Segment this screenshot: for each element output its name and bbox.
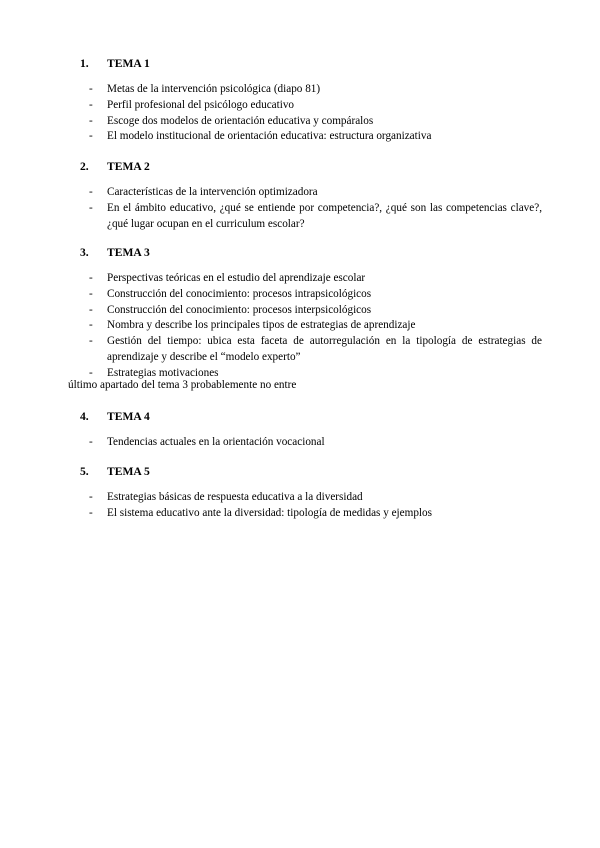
list-item (0, 318, 542, 334)
section-heading (0, 159, 600, 175)
list-item-text: Estrategias básicas de respuesta educativa a la diversidad (107, 491, 363, 503)
section-title: TEMA 3 (107, 246, 150, 259)
bullet-dash: - (89, 303, 93, 316)
list-item-text: Metas de la intervención psicológica (diapo 81) (107, 83, 321, 95)
bullet-dash: - (89, 335, 93, 348)
section-heading (0, 56, 600, 72)
list-item (0, 287, 542, 303)
bullet-dash: - (89, 366, 93, 379)
section-tema-3 (0, 245, 600, 382)
section-number: 1. (80, 57, 89, 70)
list-item-text: El sistema educativo ante la diversidad: tipología de medidas y ejemplos (107, 506, 432, 519)
list-item (0, 82, 542, 98)
section-heading (0, 464, 600, 480)
section-title: TEMA 2 (107, 160, 150, 173)
bullet-dash: - (89, 130, 93, 143)
list-item (0, 506, 542, 522)
bullet-dash: - (89, 506, 93, 519)
list-item (0, 185, 542, 201)
bullet-dash: - (89, 287, 93, 300)
section-number: 5. (80, 465, 89, 478)
bullet-dash: - (89, 186, 93, 198)
bullet-dash: - (89, 114, 93, 127)
list-item (0, 334, 542, 366)
list-item (0, 201, 542, 233)
bullet-dash: - (89, 491, 93, 503)
section-tema-2 (0, 159, 600, 232)
section-number: 4. (80, 410, 89, 423)
list-item (0, 271, 542, 287)
bullet-dash: - (89, 436, 93, 448)
list-item (0, 303, 542, 319)
section-heading (0, 245, 600, 261)
list-item-text: Estrategias motivaciones (107, 366, 219, 379)
list-item-text: Construcción del conocimiento: procesos interpsicológicos (107, 303, 372, 316)
list-item-text: Perfil profesional del psicólogo educativo (107, 98, 295, 111)
list-item (0, 490, 542, 506)
section-heading (0, 409, 600, 425)
list-item (0, 98, 542, 114)
topic-list (0, 435, 600, 451)
note-text: último apartado del tema 3 probablemente no entre (68, 379, 297, 391)
list-item (0, 435, 542, 451)
bullet-dash: - (89, 272, 93, 284)
list-item-text: Escoge dos modelos de orientación educativa y compáralos (107, 114, 374, 127)
section-tema-5 (0, 464, 600, 522)
list-item-text: En el ámbito educativo, ¿qué se entiende por competencia?, ¿qué son las competencias clave?, ¿qué lugar ocupan en el curriculum escolar? (107, 201, 542, 230)
topic-list (0, 490, 600, 522)
section-number: 3. (80, 246, 89, 259)
bullet-dash: - (89, 98, 93, 111)
section-title: TEMA 1 (107, 57, 150, 70)
bullet-dash: - (89, 83, 93, 95)
section-tema-4 (0, 409, 600, 451)
section-tema-1 (0, 56, 600, 145)
section-number: 2. (80, 160, 89, 173)
list-item-text: Nombra y describe los principales tipos de estrategias de aprendizaje (107, 319, 416, 332)
list-item-text: El modelo institucional de orientación educativa: estructura organizativa (107, 130, 432, 143)
section-title: TEMA 5 (107, 465, 150, 478)
list-item-text: Tendencias actuales en la orientación vocacional (107, 436, 325, 448)
topic-list (0, 185, 600, 232)
list-item (0, 114, 542, 130)
list-item-text: Perspectivas teóricas en el estudio del aprendizaje escolar (107, 272, 366, 284)
topic-list (0, 271, 600, 382)
bullet-dash: - (89, 201, 93, 214)
list-item-text: Construcción del conocimiento: procesos intrapsicológicos (107, 287, 372, 300)
bullet-dash: - (89, 319, 93, 332)
section-title: TEMA 4 (107, 410, 150, 423)
list-item-text: Características de la intervención optimizadora (107, 186, 318, 198)
list-item (0, 129, 542, 145)
list-item-text: Gestión del tiempo: ubica esta faceta de autorregulación en la tipología de estrategias de aprendizaje y describe el “modelo experto” (107, 335, 542, 363)
topic-list (0, 82, 600, 145)
